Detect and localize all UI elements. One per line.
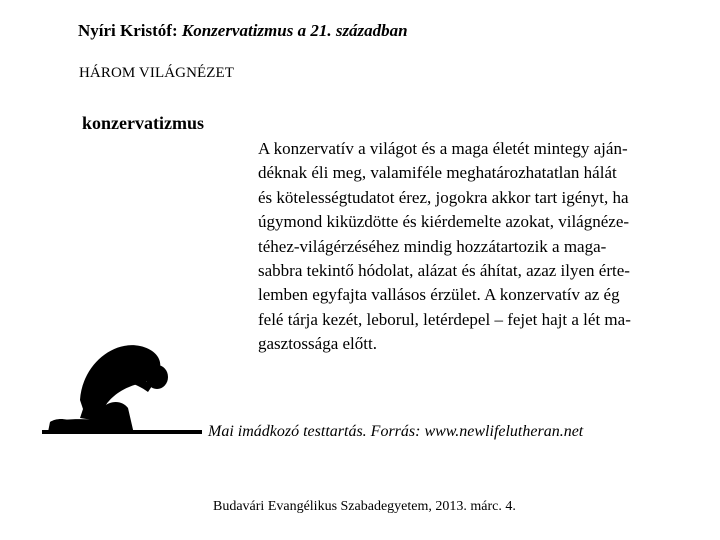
slide-header bbox=[78, 21, 408, 41]
praying-figure-image bbox=[42, 322, 212, 442]
paragraph-line: lemben egyfajta vallásos érzület. A konzervatív az ég bbox=[258, 285, 620, 305]
footer-event: Budavári Evangélikus Szabadegyetem, 2013. márc. 4. bbox=[213, 499, 516, 514]
author-name: Nyíri Kristóf: bbox=[78, 21, 178, 40]
paragraph-line: téhez-világérzéséhez mindig hozzátartozik a maga- bbox=[258, 236, 607, 256]
paragraph-line: úgymond kiküzdötte és kiérdemelte azokat, világnéze- bbox=[258, 212, 630, 232]
paragraph-line: gasztossága előtt. bbox=[258, 334, 377, 354]
kneeling-praying-figure-icon bbox=[42, 322, 212, 442]
image-caption: Mai imádkozó testtartás. Forrás: www.newlifelutheran.net bbox=[208, 423, 584, 440]
paragraph-line: sabbra tekintő hódolat, alázat és áhítat, azaz ilyen érte- bbox=[258, 261, 630, 281]
definition-paragraph bbox=[258, 137, 698, 357]
paragraph-line: és kötelességtudatot érez, jogokra akkor tart igényt, ha bbox=[258, 187, 629, 207]
paragraph-line: A konzervatív a világot és a maga életét mintegy aján- bbox=[258, 139, 628, 158]
term-heading: konzervatizmus bbox=[82, 113, 204, 133]
lecture-title: Konzervatizmus a 21. században bbox=[181, 21, 408, 40]
section-subheading: HÁROM VILÁGNÉZET bbox=[79, 65, 235, 81]
paragraph-line: felé tárja kezét, leborul, letérdepel – fejet hajt a lét ma- bbox=[258, 309, 631, 329]
paragraph-line: déknak éli meg, valamiféle meghatározhatatlan hálát bbox=[258, 163, 617, 183]
